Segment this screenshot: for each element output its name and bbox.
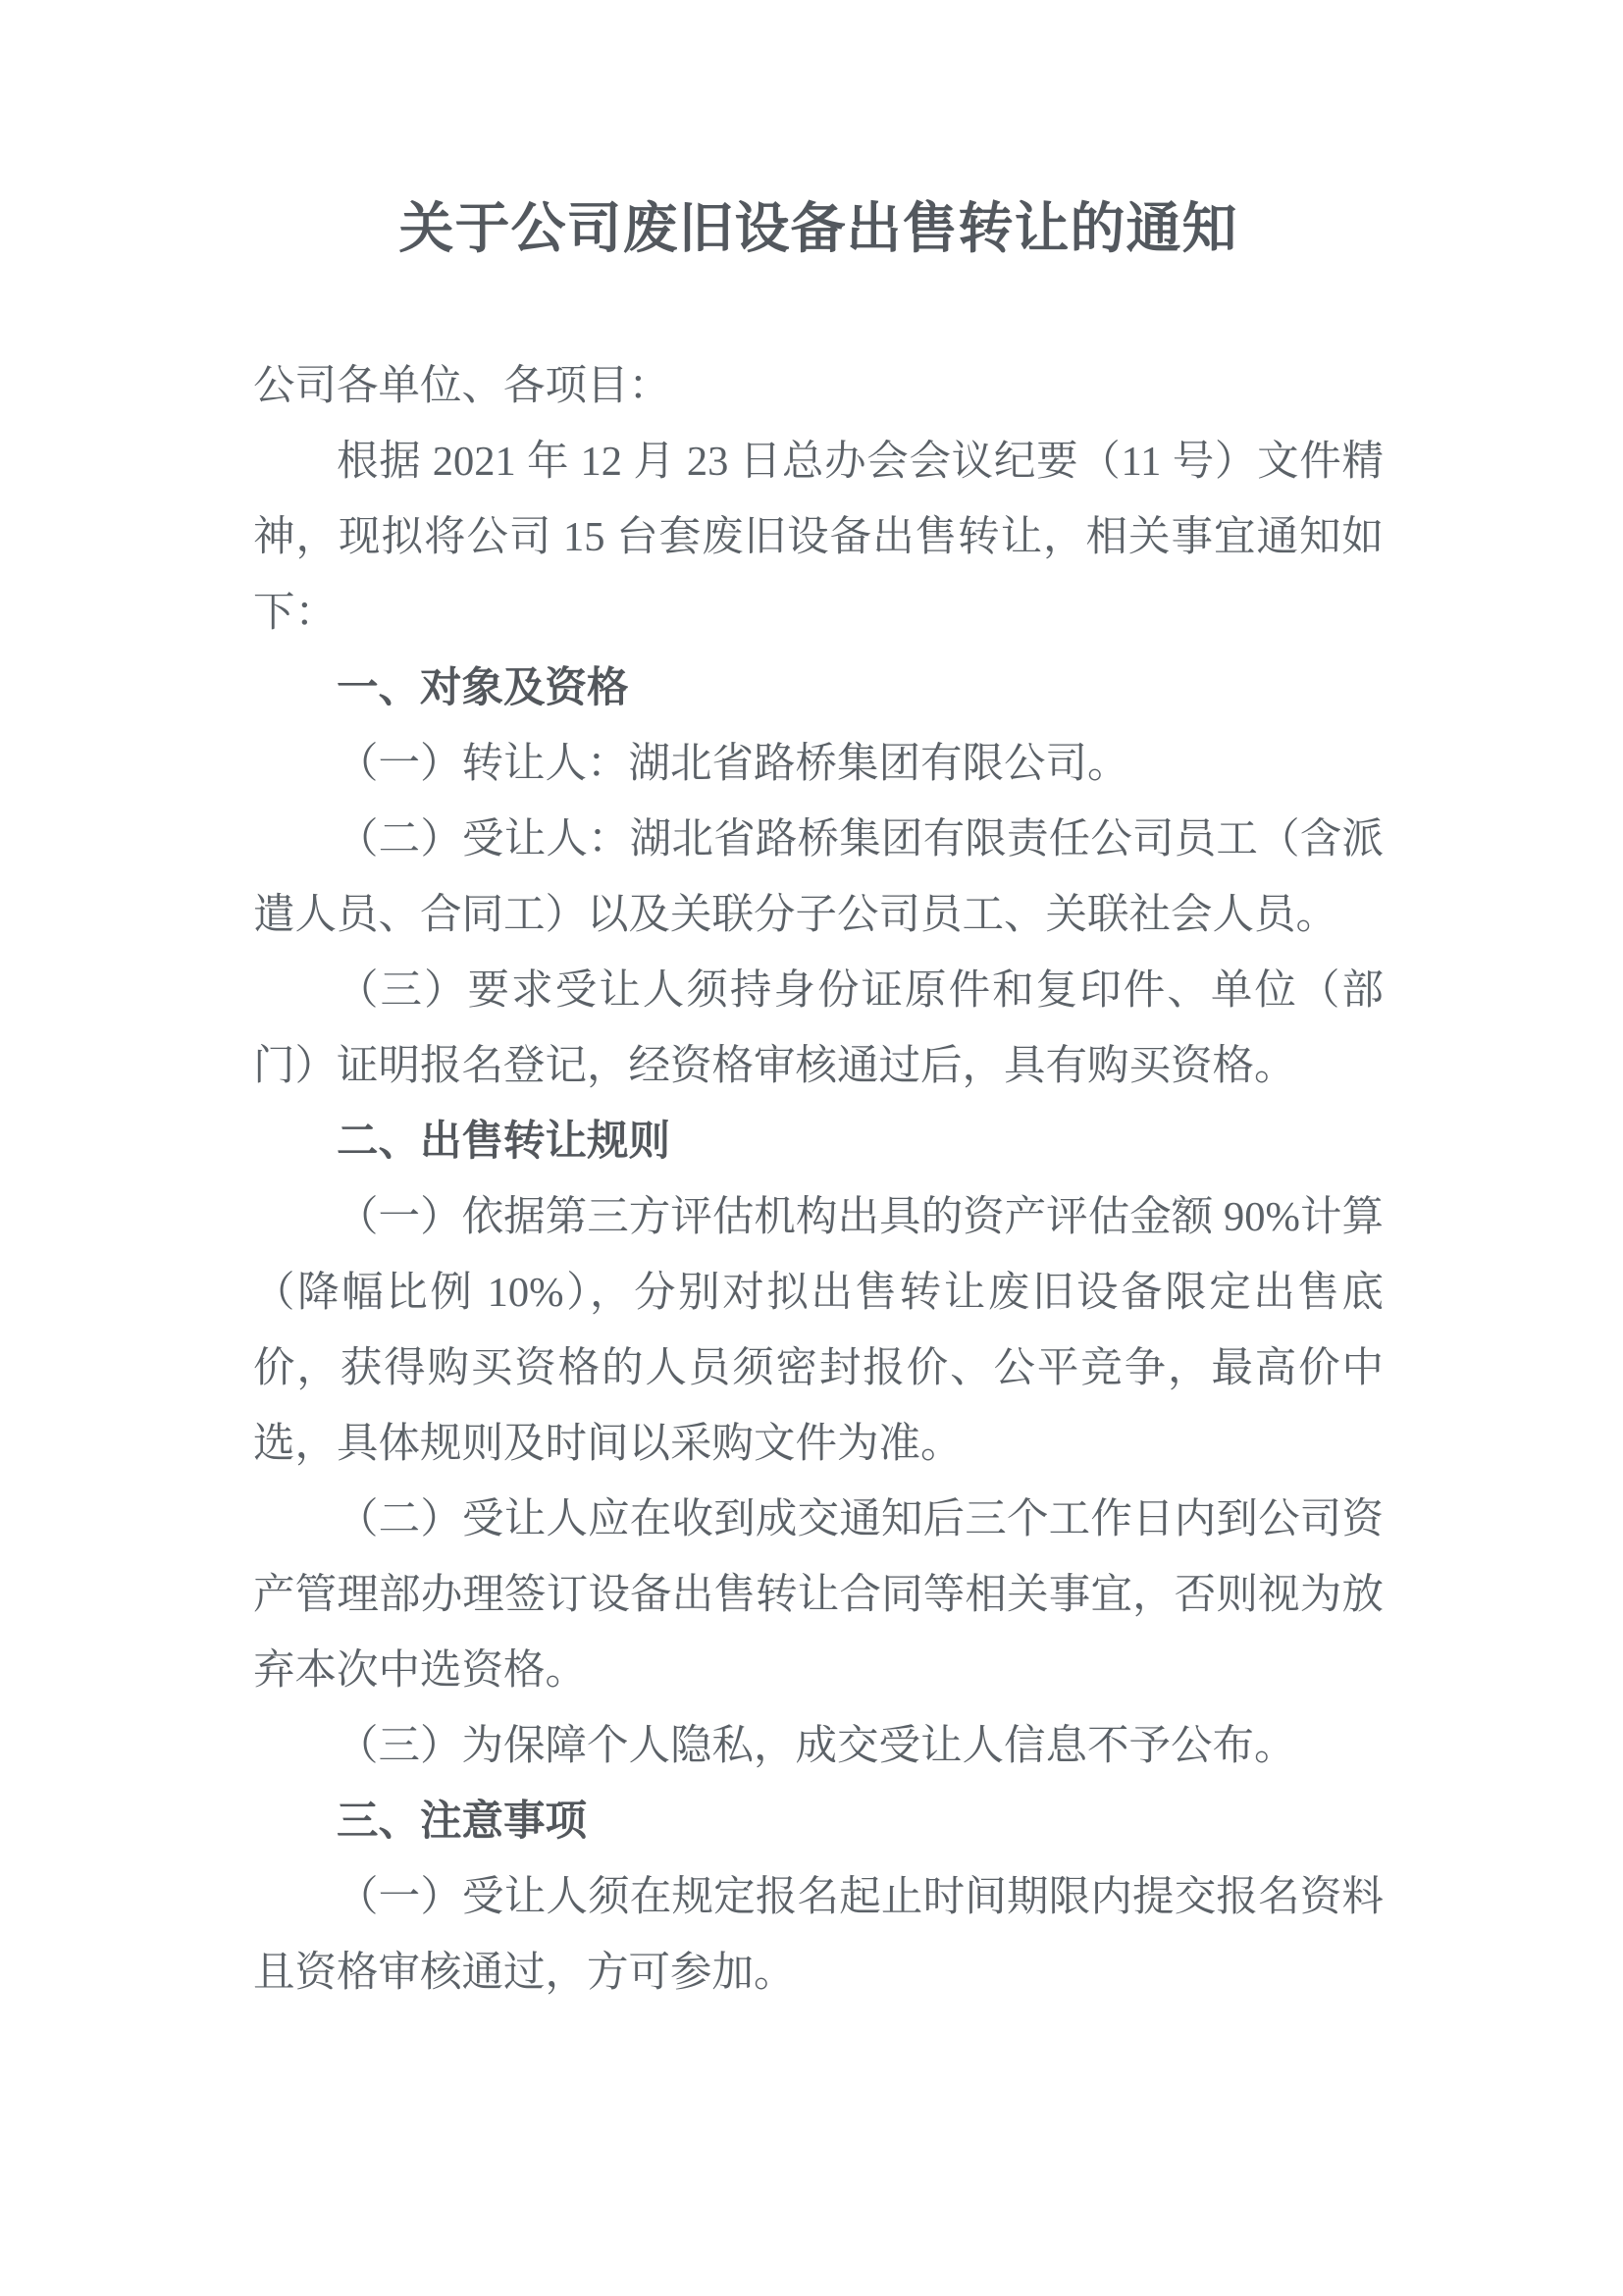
document-title: 关于公司废旧设备出售转让的通知 [398, 199, 1238, 260]
section-heading-3: 三、注意事项 [337, 1799, 588, 1845]
section-1-clause-1: （一）转让人：湖北省路桥集团有限公司。 [337, 741, 1129, 787]
section-3-clause-1: （一）受让人须在规定报名起止时间期限内提交报名资料且资格审核通过，方可参加。 [253, 1874, 1384, 1996]
section-heading-1: 一、对象及资格 [337, 665, 629, 711]
salutation-line: 公司各单位、各项目： [253, 363, 671, 409]
section-1-clause-2: （二）受让人：湖北省路桥集团有限责任公司员工（含派遣人员、合同工）以及关联分子公司员工、关联社会人员。 [253, 816, 1384, 938]
section-2-clause-1: （一）依据第三方评估机构出具的资产评估金额 90%计算（降幅比例 10%），分别对拟出售转让废旧设备限定出售底价，获得购买资格的人员须密封报价、公平竞争，最高价中选，具体规则及时间以采购文件为准。 [253, 1194, 1384, 1467]
section-2-clause-2: （二）受让人应在收到成交通知后三个工作日内到公司资产管理部办理签订设备出售转让合同等相关事宜，否则视为放弃本次中选资格。 [253, 1496, 1384, 1694]
section-2-clause-3: （三）为保障个人隐私，成交受让人信息不予公布。 [337, 1723, 1296, 1769]
section-1-clause-3: （三）要求受让人须持身份证原件和复印件、单位（部门）证明报名登记，经资格审核通过后，具有购买资格。 [253, 967, 1384, 1089]
section-heading-2: 二、出售转让规则 [337, 1119, 671, 1165]
intro-paragraph: 根据 2021 年 12 月 23 日总办会会议纪要（11 号）文件精神，现拟将公司 15 台套废旧设备出售转让，相关事宜通知如下： [253, 439, 1384, 636]
document-body [253, 348, 1384, 2010]
